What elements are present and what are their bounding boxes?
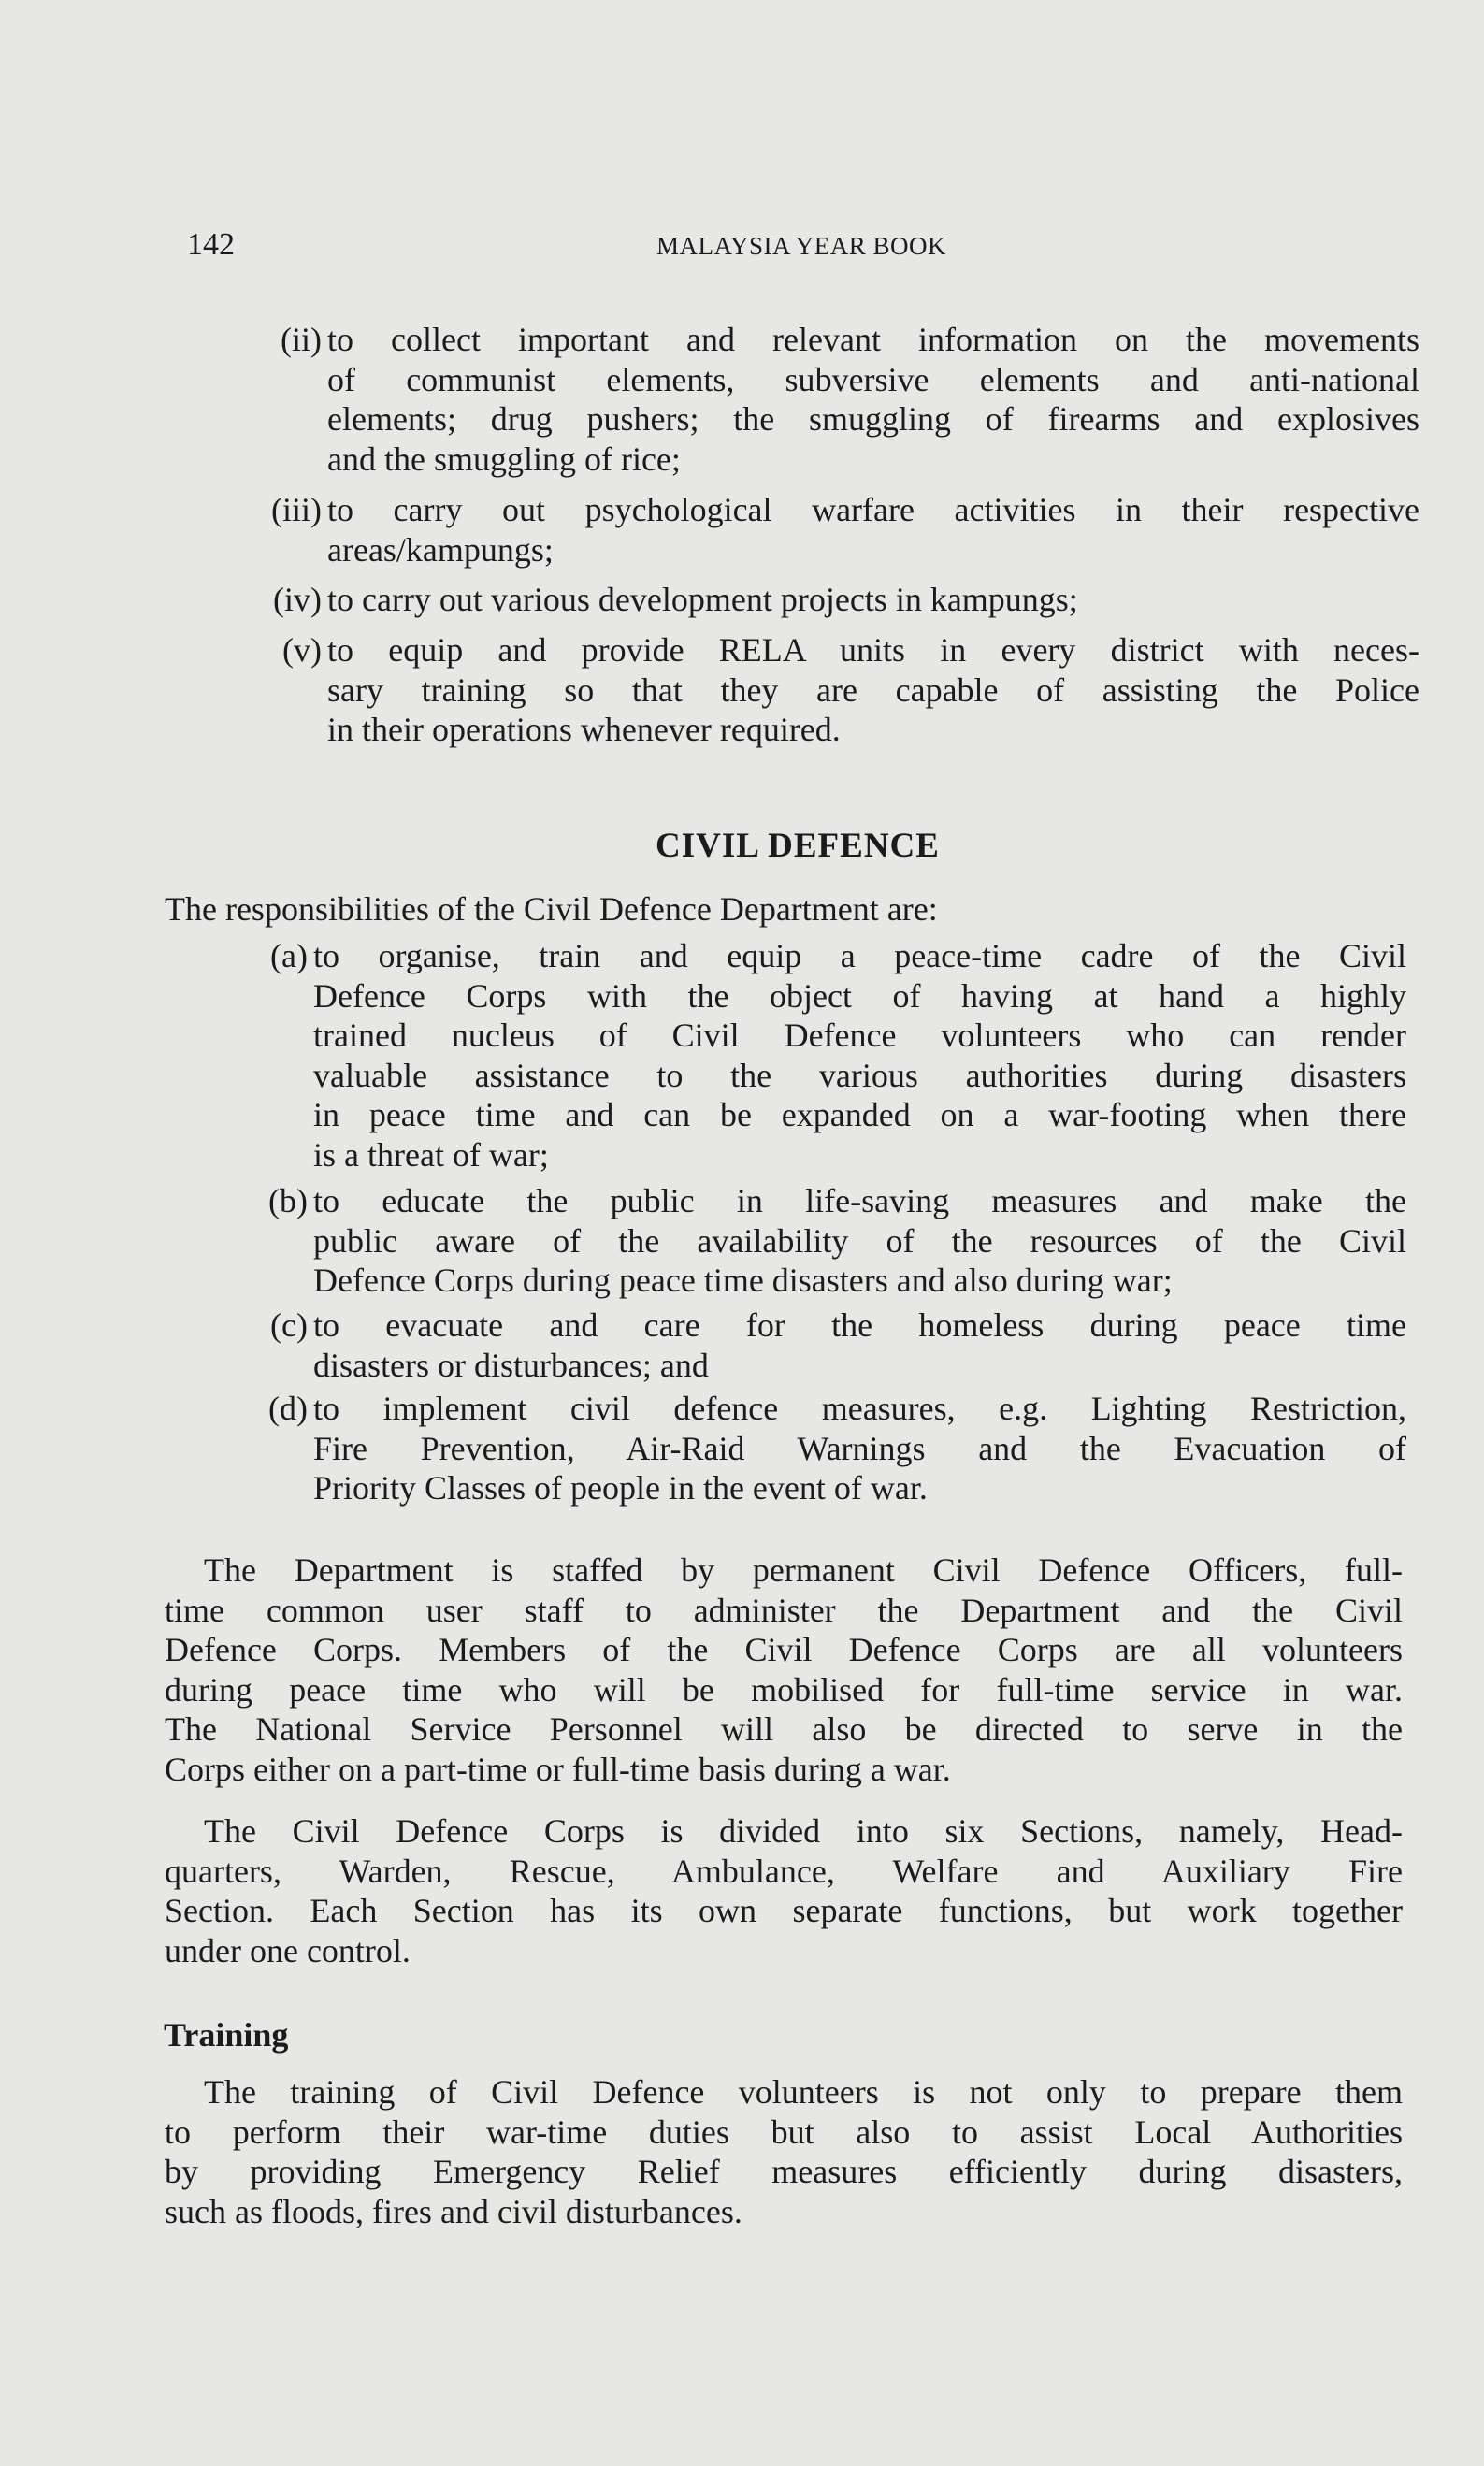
civil-defence-item xyxy=(270,1305,1406,1385)
text-line: The responsibilities of the Civil Defence Department are: xyxy=(165,890,938,928)
rela-item xyxy=(273,580,1419,620)
civil-defence-item xyxy=(268,1389,1406,1508)
text-line: in peace time and can be expanded on a war-footing when there xyxy=(313,1096,1406,1133)
item-label: (iii) xyxy=(271,491,322,528)
text-line: to collect important and relevant information on the movements xyxy=(327,321,1419,358)
item-label: (b) xyxy=(268,1182,308,1219)
page-number: 142 xyxy=(187,227,235,262)
text-line: Defence Corps with the object of having at hand a highly xyxy=(313,976,1406,1015)
text-line: to perform their war-time duties but also to assist Local Authorities xyxy=(165,2113,1403,2151)
text-line: elements; drug pushers; the smuggling of firearms and explosives xyxy=(327,400,1419,438)
section-heading: CIVIL DEFENCE xyxy=(656,827,940,865)
civil-defence-item xyxy=(268,1181,1406,1301)
text-line: Defence Corps during peace time disasters and also during war; xyxy=(313,1262,1173,1299)
text-line: valuable assistance to the various authorities during disasters xyxy=(313,1056,1406,1094)
text-line: of communist elements, subversive elements and anti-national xyxy=(327,360,1419,398)
rela-item xyxy=(281,320,1419,479)
text-line: under one control. xyxy=(165,1931,411,1969)
text-line: trained nucleus of Civil Defence volunteers who can render xyxy=(313,1017,1406,1054)
text-line: in their operations whenever required. xyxy=(327,711,841,748)
intro-paragraph xyxy=(165,889,1403,930)
rela-item xyxy=(271,490,1419,570)
text-line: during peace time who will be mobilised for full-time service in war. xyxy=(165,1670,1403,1709)
text-line: sary training so that they are capable of assisting the Police xyxy=(327,671,1419,709)
text-line: to educate the public in life-saving measures and make the xyxy=(313,1182,1406,1219)
text-line: The Department is staffed by permanent Civil Defence Officers, full- xyxy=(204,1551,1403,1589)
body-paragraph xyxy=(165,2072,1403,2231)
text-line: The Civil Defence Corps is divided into six Sections, namely, Head- xyxy=(204,1812,1403,1850)
text-line: time common user staff to administer the Department and the Civil xyxy=(165,1591,1403,1629)
text-line: quarters, Warden, Rescue, Ambulance, Welfare and Auxiliary Fire xyxy=(165,1852,1403,1890)
text-line: Corps either on a part-time or full-time basis during a war. xyxy=(165,1750,951,1788)
text-line: is a threat of war; xyxy=(313,1135,549,1174)
text-line: to carry out various development projects in kampungs; xyxy=(327,581,1078,618)
body-paragraph xyxy=(165,1811,1403,1970)
item-label: (ii) xyxy=(281,321,322,358)
subsection-heading: Training xyxy=(164,2016,289,2054)
item-label: (iv) xyxy=(273,581,322,618)
text-line: to evacuate and care for the homeless during peace time xyxy=(313,1306,1406,1344)
running-head: MALAYSIA YEAR BOOK xyxy=(656,232,947,260)
text-line: to implement civil defence measures, e.g. Lighting Restriction, xyxy=(313,1390,1406,1427)
text-line: such as floods, fires and civil disturbances. xyxy=(165,2192,742,2230)
item-label: (a) xyxy=(270,937,308,974)
text-line: to carry out psychological warfare activities in their respective xyxy=(327,491,1419,528)
text-line: to organise, train and equip a peace-time cadre of the Civil xyxy=(313,937,1406,974)
civil-defence-item xyxy=(270,936,1406,1175)
text-line: The National Service Personnel will also be directed to serve in the xyxy=(165,1710,1403,1748)
text-line: Fire Prevention, Air-Raid Warnings and the Evacuation of xyxy=(313,1429,1406,1467)
text-line: to equip and provide RELA units in every district with neces- xyxy=(327,631,1419,669)
text-line: areas/kampungs; xyxy=(327,530,554,569)
text-line: by providing Emergency Relief measures efficiently during disasters, xyxy=(165,2153,1403,2190)
rela-item xyxy=(282,630,1419,750)
text-line: public aware of the availability of the resources of the Civil xyxy=(313,1221,1406,1260)
text-line: disasters or disturbances; and xyxy=(313,1346,709,1384)
item-label: (v) xyxy=(282,631,322,669)
text-line: Defence Corps. Members of the Civil Defence Corps are all volunteers xyxy=(165,1631,1403,1668)
item-label: (d) xyxy=(268,1390,308,1427)
text-line: and the smuggling of rice; xyxy=(327,440,681,478)
item-label: (c) xyxy=(270,1306,308,1344)
body-paragraph xyxy=(165,1550,1403,1789)
text-line: Priority Classes of people in the event of war. xyxy=(313,1469,928,1507)
text-line: Section. Each Section has its own separate functions, but work together xyxy=(165,1892,1403,1929)
text-line: The training of Civil Defence volunteers is not only to prepare them xyxy=(204,2073,1403,2111)
